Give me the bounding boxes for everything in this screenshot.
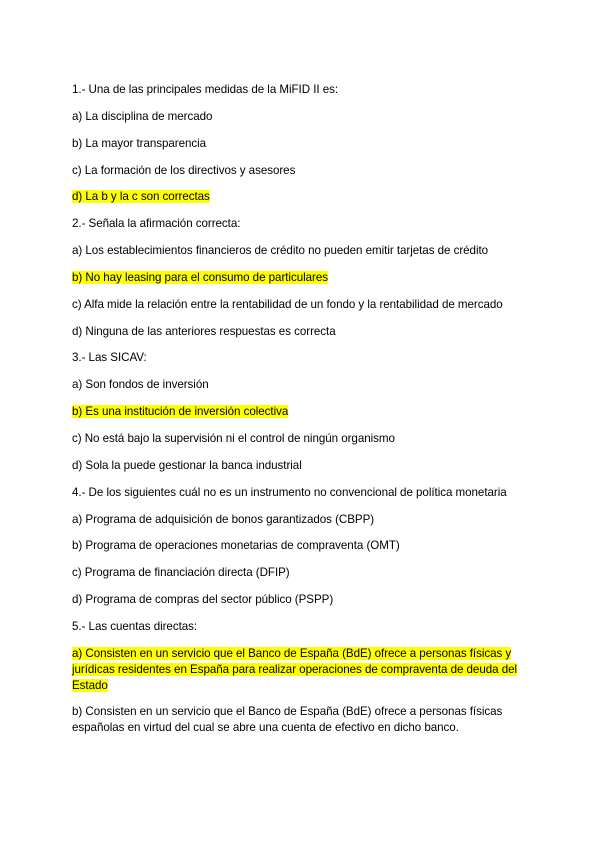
question-3-prompt: 3.- Las SICAV: — [72, 351, 147, 365]
question-4-option-b: b) Programa de operaciones monetarias de compraventa (OMT) — [72, 539, 400, 553]
question-4-prompt: 4.- De los siguientes cuál no es un instrumento no convencional de política monetaria — [72, 485, 507, 499]
question-2-option-b-wrapper — [72, 270, 542, 286]
question-2-prompt: 2.- Señala la afirmación correcta: — [72, 217, 241, 231]
question-3-option-b-wrapper — [72, 404, 542, 420]
question-4-option-d: d) Programa de compras del sector público (PSPP) — [72, 593, 334, 607]
question-5-option-b: b) Consisten en un servicio que el Banco de España (BdE) ofrece a personas físicas españolas en virtud del cual se abre una cuenta de efectivo en dicho banco. — [72, 704, 503, 734]
question-4-option-c: c) Programa de financiación directa (DFIP) — [72, 566, 290, 580]
question-1-option-c: c) La formación de los directivos y asesores — [72, 163, 296, 177]
question-1-option-d-highlighted: d) La b y la c son correctas — [72, 190, 210, 204]
question-1-prompt: 1.- Una de las principales medidas de la MiFID II es: — [72, 83, 339, 96]
question-5-prompt: 5.- Las cuentas directas: — [72, 619, 198, 633]
question-1-option-d-wrapper — [72, 189, 542, 205]
question-2-option-a: a) Los establecimientos financieros de crédito no pueden emitir tarjetas de crédito — [72, 244, 489, 258]
question-2-option-c: c) Alfa mide la relación entre la rentabilidad de un fondo y la rentabilidad de mercado — [72, 297, 503, 311]
question-2-option-d: d) Ninguna de las anteriores respuestas es correcta — [72, 324, 336, 338]
question-1-option-b: b) La mayor transparencia — [72, 136, 207, 150]
question-3-option-d: d) Sola la puede gestionar la banca industrial — [72, 458, 302, 472]
question-2-option-b-highlighted: b) No hay leasing para el consumo de particulares — [72, 270, 328, 284]
question-3-option-c: c) No está bajo la supervisión ni el control de ningún organismo — [72, 431, 395, 445]
question-3-option-a: a) Son fondos de inversión — [72, 378, 209, 392]
question-5-option-a-highlighted: a) Consisten en un servicio que el Banco de España (BdE) ofrece a personas físicas y jurídicas residentes en España para realizar operaciones de compraventa de deuda del Estado — [72, 646, 518, 692]
quiz-content — [72, 82, 542, 736]
question-4-option-a: a) Programa de adquisición de bonos garantizados (CBPP) — [72, 512, 375, 526]
question-1-option-a: a) La disciplina de mercado — [72, 109, 213, 123]
question-5-option-a-wrapper — [72, 646, 542, 694]
question-3-option-b-highlighted: b) Es una institución de inversión colectiva — [72, 405, 289, 419]
